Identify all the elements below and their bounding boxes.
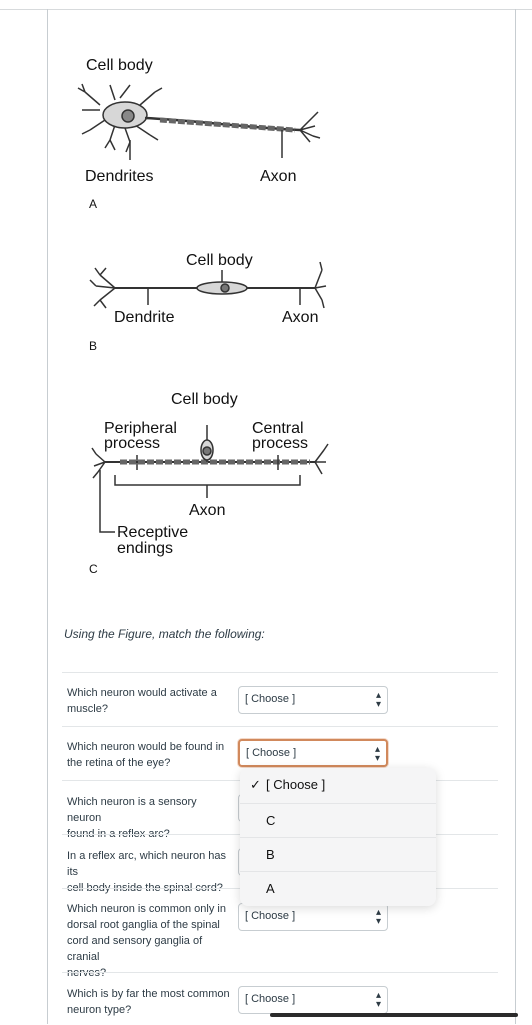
neuron-c-peripheral-label-2: process [104,435,161,452]
question-line: Which neuron is a sensory neuron [67,796,197,824]
top-divider [0,9,532,10]
option-label: B [266,847,275,862]
neuron-a-dendrites-label: Dendrites [85,168,154,185]
left-border [47,9,48,1024]
select-value: [ Choose ] [245,993,296,1005]
question-line: dorsal root ganglia of the spinal [67,919,220,931]
question-line: Which neuron would be found in [67,741,225,753]
neuron-c-central-label-1: Central [252,420,304,437]
chevron-up-down-icon: ▴ ▾ [375,990,381,1010]
neuron-c-axon-label: Axon [189,502,226,519]
dropdown-option-b[interactable] [240,837,436,872]
question-line: Which is by far the most common [67,988,230,1000]
question-line: the retina of the eye? [67,757,171,769]
select-dropdown-menu [240,768,436,906]
neuron-c-cell-body-label: Cell body [171,391,238,408]
figure-letter-a: A [89,197,98,211]
horizontal-scrollbar[interactable] [270,1013,518,1017]
neuron-b-cell-body-label: Cell body [186,252,253,269]
question-line: Which neuron is common only in [67,903,226,915]
neuron-c-receptive-label-2: endings [117,540,174,557]
question-line: nerves? [67,967,107,979]
neuron-a-diagram [78,84,320,160]
question-line: cord and sensory ganglia of cranial [67,935,203,963]
right-border [515,9,516,1024]
neuron-c-central-label-2: process [252,435,309,452]
question-line: Which neuron would activate a [67,687,217,699]
option-label: C [266,813,276,828]
option-label: A [266,881,275,896]
answer-select[interactable] [238,903,388,931]
dropdown-option-c[interactable] [240,803,436,838]
neuron-a-axon-label: Axon [260,168,297,185]
question-line: In a reflex arc, which neuron has its [67,850,226,878]
figure-letter-c: C [89,562,98,576]
select-value: [ Choose ] [245,693,296,705]
question-line: muscle? [67,703,108,715]
neuron-b-dendrite-label: Dendrite [114,309,175,326]
neuron-b-axon-label: Axon [282,309,319,326]
chevron-up-down-icon: ▴ ▾ [375,690,381,710]
question-line: neuron type? [67,1004,132,1016]
chevron-up-down-icon: ▴ ▾ [375,907,381,927]
question-text [67,685,232,717]
answer-select[interactable] [238,686,388,714]
select-value: [ Choose ] [246,747,297,759]
question-text [67,739,232,771]
question-row [62,672,498,727]
dropdown-option-a[interactable] [240,871,436,906]
question-row [62,972,498,1025]
neuron-a-cell-body-label: Cell body [86,57,153,74]
question-text [67,986,232,1018]
question-line: cell body inside the spinal cord? [67,882,223,894]
select-value: [ Choose ] [245,910,296,922]
instructions-text: Using the Figure, match the following: [64,627,265,641]
option-label: [ Choose ] [266,777,326,792]
question-line: found in a reflex arc? [67,828,170,840]
chevron-up-down-icon: ▴ ▾ [374,744,380,764]
neuron-c-receptive-label-1: Receptive [117,524,189,541]
question-text [67,901,232,981]
neuron-figure [60,30,360,590]
neuron-c-peripheral-label-1: Peripheral [104,420,177,437]
figure-letter-b: B [89,339,98,353]
answer-select[interactable] [238,986,388,1014]
checkmark-icon: ✓ [250,777,261,792]
dropdown-option-choose[interactable] [240,768,436,802]
answer-select-focused[interactable] [238,739,388,767]
